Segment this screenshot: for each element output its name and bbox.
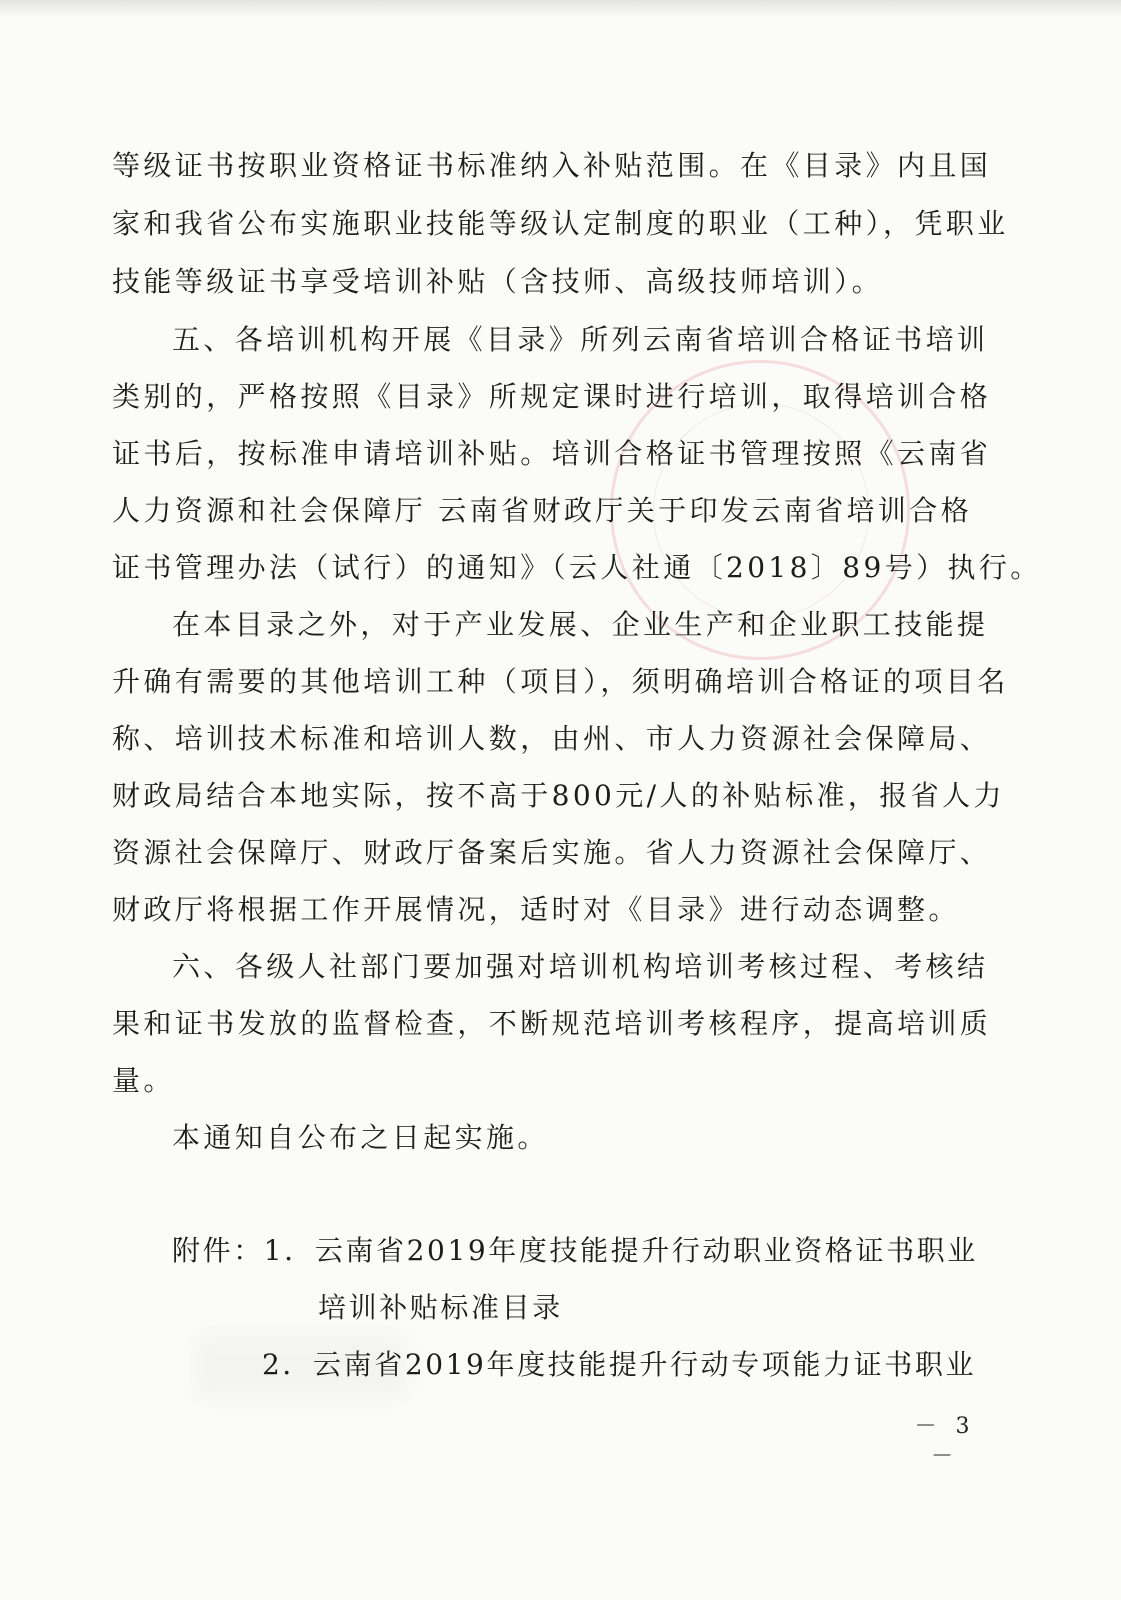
body-line: 类别的，严格按照《目录》所规定课时进行培训，取得培训合格 <box>112 380 992 413</box>
body-line: 财政局结合本地实际，按不高于800元/人的补贴标准，报省人力 <box>112 779 1005 812</box>
page-number: － 3 － <box>914 1414 976 1469</box>
body-line: 证书后，按标准申请培训补贴。培训合格证书管理按照《云南省 <box>112 437 992 470</box>
body-line: 果和证书发放的监督检查，不断规范培训考核程序，提高培训质 <box>112 1007 992 1040</box>
body-line: 证书管理办法（试行）的通知》（云人社通〔2018〕89号）执行。 <box>112 551 1042 584</box>
body-line: 升确有需要的其他培训工种（项目），须明确培训合格证的项目名 <box>112 665 1009 698</box>
body-line: 本通知自公布之日起实施。 <box>172 1121 549 1154</box>
body-line: 五、各培训机构开展《目录》所列云南省培训合格证书培训 <box>172 323 989 356</box>
body-line: 量。 <box>112 1064 175 1097</box>
body-line: 财政厅将根据工作开展情况，适时对《目录》进行动态调整。 <box>112 893 960 926</box>
body-line: 六、各级人社部门要加强对培训机构培训考核过程、考核结 <box>172 950 989 983</box>
body-line: 技能等级证书享受培训补贴（含技师、高级技师培训）。 <box>112 265 884 298</box>
body-line: 称、培训技术标准和培训人数，由州、市人力资源社会保障局、 <box>112 722 992 755</box>
body-line: 等级证书按职业资格证书标准纳入补贴范围。在《目录》内且国 <box>112 149 992 182</box>
scan-top-shadow <box>0 0 1121 18</box>
body-line: 在本目录之外，对于产业发展、企业生产和企业职工技能提 <box>172 608 989 641</box>
attachment-item-1-continued: 培训补贴标准目录 <box>318 1291 563 1324</box>
body-line: 人力资源和社会保障厅 云南省财政厅关于印发云南省培训合格 <box>112 494 973 527</box>
attachment-item-1: 附件：1．云南省2019年度技能提升行动职业资格证书职业 <box>172 1234 978 1267</box>
body-line: 资源社会保障厅、财政厅备案后实施。省人力资源社会保障厅、 <box>112 836 992 869</box>
body-line: 家和我省公布实施职业技能等级认定制度的职业（工种），凭职业 <box>112 207 1009 240</box>
attachment-item-2: 2．云南省2019年度技能提升行动专项能力证书职业 <box>262 1348 977 1381</box>
